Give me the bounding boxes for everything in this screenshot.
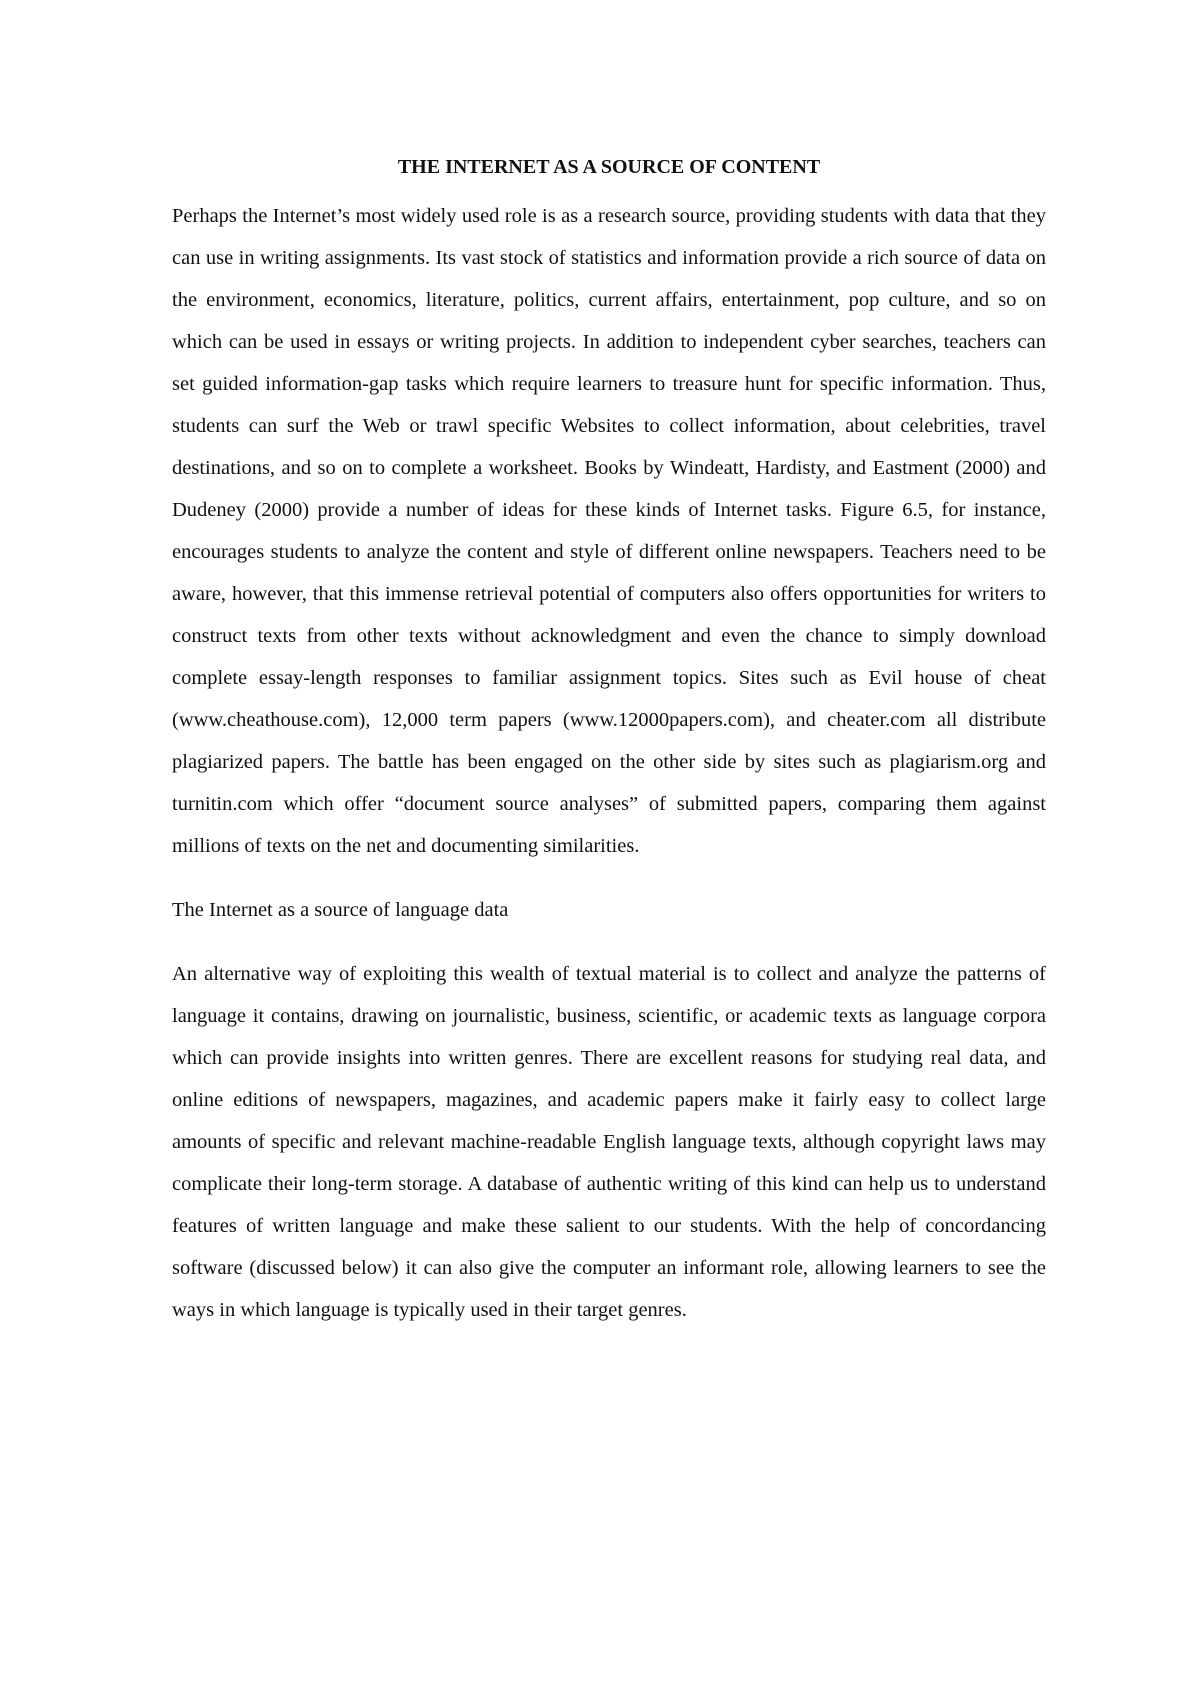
body-paragraph-2: An alternative way of exploiting this wealth of textual material is to collect and analyze the patterns of language it contains, drawing on journalistic, business, scientific, or academic texts as language corpora which can provide insights into written genres. There are excellent reasons for studying real data, and online editions of newspapers, magazines, and academic papers make it fairly easy to collect large amounts of specific and relevant machine-readable English language texts, although copyright laws may complicate their long-term storage. A database of authentic writing of this kind can help us to understand features of written language and make these salient to our students. With the help of concordancing software (discussed below) it can also give the computer an informant role, allowing learners to see the ways in which language is typically used in their target genres.	[172, 963, 1046, 1321]
document-title: THE INTERNET AS A SOURCE OF CONTENT	[397, 156, 821, 178]
section-subheading: The Internet as a source of language data	[172, 899, 509, 921]
body-paragraph-1: Perhaps the Internet’s most widely used role is as a research source, providing students with data that they can use in writing assignments. Its vast stock of statistics and information provide a rich source of data on the environment, economics, literature, politics, current affairs, entertainment, pop culture, and so on which can be used in essays or writing projects. In addition to independent cyber searches, teachers can set guided information-gap tasks which require learners to treasure hunt for specific information. Thus, students can surf the Web or trawl specific Websites to collect information, about celebrities, travel destinations, and so on to complete a worksheet. Books by Windeatt, Hardisty, and Eastment (2000) and Dudeney (2000) provide a number of ideas for these kinds of Internet tasks. Figure 6.5, for instance, encourages students to analyze the content and style of different online newspapers. Teachers need to be aware, however, that this immense retrieval potential of computers also offers opportunities for writers to construct texts from other texts without acknowledgment and even the chance to simply download complete essay-length responses to familiar assignment topics. Sites such as Evil house of cheat (www.cheathouse.com), 12,000 term papers (www.12000papers.com), and cheater.com all distribute plagiarized papers. The battle has been engaged on the other side by sites such as plagiarism.org and turnitin.com which offer “document source analyses” of submitted papers, comparing them against millions of texts on the net and documenting similarities.	[172, 205, 1046, 857]
document-page	[172, 155, 1046, 1331]
